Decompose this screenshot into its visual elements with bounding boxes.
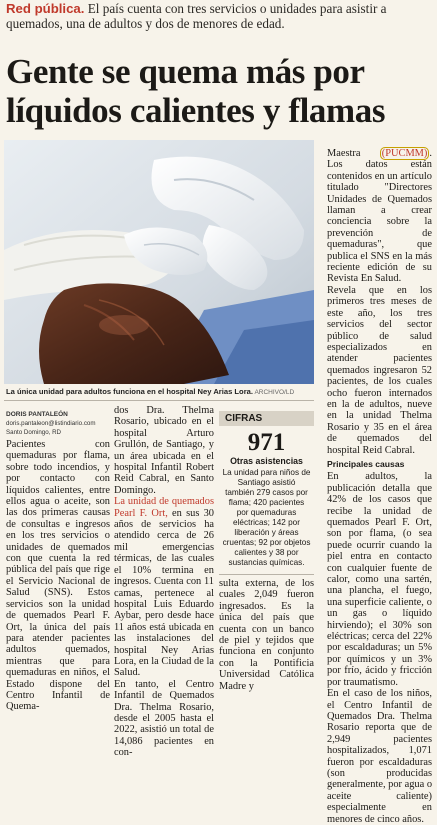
figures-box [219, 411, 314, 574]
column-2-paragraph-1: dos Dra. Thelma Rosario, ubicado en el hospital Arturo Grullón, de Santiago, y un área ubicada en el hospital Infantil Robert Reid Cabral, en Santo Domingo. [114, 405, 214, 496]
pucmm-highlight: (PUCMM) [381, 148, 428, 159]
article-column-3 [219, 578, 314, 692]
column-2-paragraph-2 [114, 496, 214, 679]
byline-author: DORIS PANTALEÓN [6, 411, 68, 418]
column-3-text: sulta externa, de los cuales 2,049 fueron ingresados. Es la única del país que cuenta con un banco de piel y tejidos que funciona en conjunto con la Pontificia Universidad Católica Madre y [219, 578, 314, 692]
column-1-text: Pacientes con quemaduras por flama, sobre todo incendios, y por contacto con líquidos calientes, entre ellos agua o aceite, son las dos primeras causas de consultas e ingresos en los tres servicios o unidades de quemados con que cuenta la red pública del país que rige el Servicio Nacional de Salud (SNS). Estos servicios son la unidad de quemados Pearl F. Ort, la única del país para atender pacientes adultos quemados, mientras que para quemaduras en niños, el Estado dispone del Centro Infantil de Quema- [6, 439, 110, 713]
lead-paragraph [6, 2, 432, 31]
caption-text: La única unidad para adultos funciona en el hospital Ney Arias Lora. [6, 387, 253, 396]
column-4-paragraph-2: Revela que en los primeros tres meses de este año, los tres servicios del sector público de salud especializados en atender pacientes quemados ingresaron 52 pacientes, de los cuales ocho fueron internados en la de adultos, nueve en la unidad Thelma Rosario y 35 en el área de quemados del hospital Reid Cabral. [327, 284, 432, 456]
column-4-intro: Maestra [327, 148, 380, 159]
column-2-paragraph-2-text: en sus 30 años de servicios ha atendido cerca de 26 mil emergencias térmicas, de las cuales el 10% termina en ingresos. Cuenta con 11 camas, pertenece al hospital Luis Eduardo Aybar, pero desde hace 11 años está ubicada en las instalaciones del hospital Ney Arias Lora, en la Ciudad de la Salud. [114, 507, 214, 679]
figures-text: La unidad para niños de Santiago asistió también 279 casos por flama; 420 pacientes por quemaduras eléctricas; 142 por liberación y áreas cruentas; 92 por objetos calientes y 38 por sustancias químicas. [222, 468, 311, 567]
figures-heading: CIFRAS [219, 411, 314, 426]
article-column-2 [114, 405, 214, 759]
hands-bandage-illustration [4, 140, 314, 384]
caption-divider [4, 400, 314, 401]
column-4-paragraph-3: En adultos, la publicación detalla que 42% de los casos que recibe la unidad de quemados Pearl F. Ort, son por flama, (o sea puede ocurrir cuando la piel entra en contacto con cualquier fuente de calor, como una sartén, una plancha, el fuego, una superficie caliente, o un gas o líquido hirviendo); el 30% son eléctricas; cerca del 22% por escaldaduras; un 5% por químicos y un 3% por frío, ácido y fricción por traumatismo. [327, 471, 432, 688]
article-column-1 [6, 439, 110, 713]
byline-email: doris.pantaleon@listindiario.com [6, 420, 96, 427]
section-kicker: Red pública. [6, 1, 85, 16]
byline [6, 410, 96, 437]
photo-credit: ARCHIVO/LD [253, 389, 295, 396]
column-4-paragraph-1 [327, 148, 432, 285]
byline-place: Santo Domingo, RD [6, 429, 62, 436]
subheading-principales-causas: Principales causas [327, 458, 405, 469]
article-photo [4, 140, 314, 384]
article-column-4 [327, 148, 432, 825]
figures-label: Otras asistencias [230, 456, 303, 466]
column-2-paragraph-3: En tanto, el Centro Infantil de Quemados Dra. Thelma Rosario, desde el 2005 hasta el 2022, asistió un total de 14,086 pacientes en con- [114, 678, 214, 759]
figures-box-bottom-rule [219, 574, 314, 575]
page-title: Gente se quema más por líquidos calientes y flamas [6, 52, 386, 130]
column-4-paragraph-4: En el caso de los niños, el Centro Infantil de Quemados Dra. Thelma Rosario reporta que de 2,949 pacientes hospitalizados, 1,071 fueron por escaldaduras (son producidas generalmente, por agua o aceite caliente) especialmente en menores de cinco años. [327, 688, 433, 825]
unit-name-highlight: La unidad de quemados Pearl F. Ort, [114, 496, 214, 519]
photo-caption [6, 387, 316, 398]
lead-text: El país cuenta con tres servicios o unidades para asistir a quemados, una de adultos y dos de menores de edad. [6, 1, 387, 31]
figures-number: 971 [247, 429, 286, 456]
column-4-intro-rest: . Los datos están contenidos en un artículo titulado "Directores Unidades de Quemados llaman a crear conciencia sobre la prevención de quemaduras", que publica el SNS en la más reciente edición de su Revista En Salud. [327, 148, 432, 285]
